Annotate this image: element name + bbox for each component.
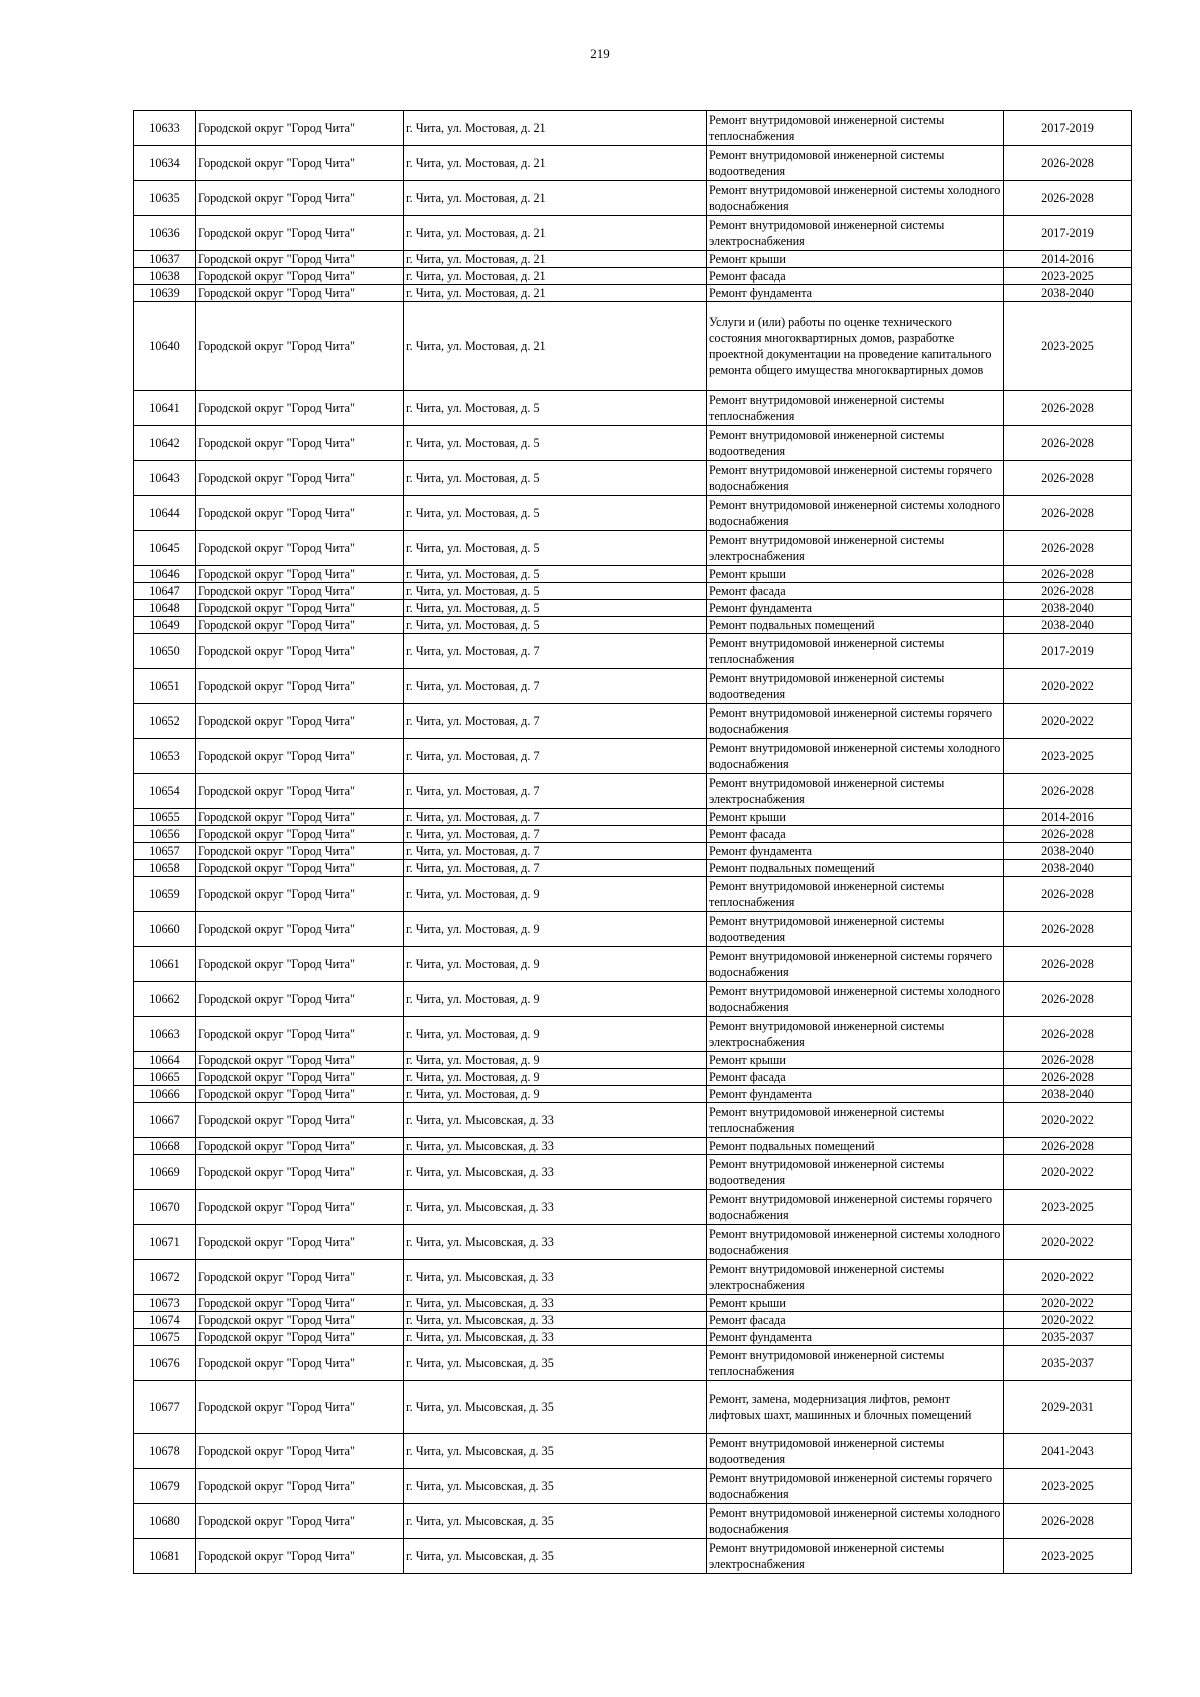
address-cell: г. Чита, ул. Мысовская, д. 33 xyxy=(404,1312,707,1329)
work-type-cell: Ремонт крыши xyxy=(707,566,1004,583)
municipality-cell: Городской округ "Город Чита" xyxy=(196,843,404,860)
address-cell: г. Чита, ул. Мысовская, д. 33 xyxy=(404,1190,707,1225)
row-number-cell: 10675 xyxy=(134,1329,196,1346)
municipality-cell: Городской округ "Город Чита" xyxy=(196,1103,404,1138)
row-number-cell: 10640 xyxy=(134,302,196,391)
work-type-cell: Ремонт фасада xyxy=(707,268,1004,285)
period-cell: 2026-2028 xyxy=(1004,566,1132,583)
municipality-cell: Городской округ "Город Чита" xyxy=(196,1295,404,1312)
row-number-cell: 10651 xyxy=(134,669,196,704)
address-cell: г. Чита, ул. Мостовая, д. 21 xyxy=(404,216,707,251)
municipality-cell: Городской округ "Город Чита" xyxy=(196,982,404,1017)
period-cell: 2026-2028 xyxy=(1004,1017,1132,1052)
table-row xyxy=(134,774,1132,809)
municipality-cell: Городской округ "Город Чита" xyxy=(196,391,404,426)
address-cell: г. Чита, ул. Мысовская, д. 35 xyxy=(404,1346,707,1381)
row-number-cell: 10659 xyxy=(134,877,196,912)
row-number-cell: 10648 xyxy=(134,600,196,617)
work-type-cell: Ремонт фасада xyxy=(707,1069,1004,1086)
row-number-cell: 10646 xyxy=(134,566,196,583)
work-type-cell: Ремонт крыши xyxy=(707,1295,1004,1312)
address-cell: г. Чита, ул. Мостовая, д. 21 xyxy=(404,111,707,146)
table-row xyxy=(134,669,1132,704)
address-cell: г. Чита, ул. Мостовая, д. 21 xyxy=(404,302,707,391)
work-type-cell: Ремонт фундамента xyxy=(707,843,1004,860)
municipality-cell: Городской округ "Город Чита" xyxy=(196,285,404,302)
period-cell: 2035-2037 xyxy=(1004,1346,1132,1381)
table-row xyxy=(134,809,1132,826)
table-row xyxy=(134,1381,1132,1434)
work-type-cell: Ремонт внутридомовой инженерной системы водоотведения xyxy=(707,1155,1004,1190)
row-number-cell: 10657 xyxy=(134,843,196,860)
municipality-cell: Городской округ "Город Чита" xyxy=(196,1260,404,1295)
address-cell: г. Чита, ул. Мостовая, д. 5 xyxy=(404,531,707,566)
row-number-cell: 10668 xyxy=(134,1138,196,1155)
municipality-cell: Городской округ "Город Чита" xyxy=(196,496,404,531)
period-cell: 2038-2040 xyxy=(1004,843,1132,860)
address-cell: г. Чита, ул. Мостовая, д. 7 xyxy=(404,809,707,826)
period-cell: 2026-2028 xyxy=(1004,912,1132,947)
row-number-cell: 10634 xyxy=(134,146,196,181)
period-cell: 2014-2016 xyxy=(1004,809,1132,826)
table-row xyxy=(134,1190,1132,1225)
row-number-cell: 10652 xyxy=(134,704,196,739)
period-cell: 2023-2025 xyxy=(1004,739,1132,774)
address-cell: г. Чита, ул. Мысовская, д. 33 xyxy=(404,1295,707,1312)
municipality-cell: Городской округ "Город Чита" xyxy=(196,1346,404,1381)
municipality-cell: Городской округ "Город Чита" xyxy=(196,181,404,216)
period-cell: 2038-2040 xyxy=(1004,860,1132,877)
row-number-cell: 10643 xyxy=(134,461,196,496)
period-cell: 2026-2028 xyxy=(1004,426,1132,461)
work-type-cell: Ремонт внутридомовой инженерной системы холодного водоснабжения xyxy=(707,496,1004,531)
work-type-cell: Ремонт внутридомовой инженерной системы электроснабжения xyxy=(707,216,1004,251)
table-row xyxy=(134,634,1132,669)
period-cell: 2038-2040 xyxy=(1004,285,1132,302)
row-number-cell: 10677 xyxy=(134,1381,196,1434)
municipality-cell: Городской округ "Город Чита" xyxy=(196,1381,404,1434)
municipality-cell: Городской округ "Город Чита" xyxy=(196,1329,404,1346)
address-cell: г. Чита, ул. Мостовая, д. 21 xyxy=(404,268,707,285)
work-type-cell: Ремонт внутридомовой инженерной системы теплоснабжения xyxy=(707,1103,1004,1138)
municipality-cell: Городской округ "Город Чита" xyxy=(196,268,404,285)
municipality-cell: Городской округ "Город Чита" xyxy=(196,1539,404,1574)
work-type-cell: Ремонт внутридомовой инженерной системы горячего водоснабжения xyxy=(707,704,1004,739)
work-type-cell: Ремонт внутридомовой инженерной системы водоотведения xyxy=(707,912,1004,947)
row-number-cell: 10647 xyxy=(134,583,196,600)
municipality-cell: Городской округ "Город Чита" xyxy=(196,302,404,391)
address-cell: г. Чита, ул. Мостовая, д. 5 xyxy=(404,461,707,496)
municipality-cell: Городской округ "Город Чита" xyxy=(196,877,404,912)
table-row xyxy=(134,285,1132,302)
period-cell: 2020-2022 xyxy=(1004,1225,1132,1260)
work-type-cell: Ремонт фундамента xyxy=(707,1086,1004,1103)
address-cell: г. Чита, ул. Мостовая, д. 7 xyxy=(404,843,707,860)
period-cell: 2020-2022 xyxy=(1004,1155,1132,1190)
table-row xyxy=(134,826,1132,843)
period-cell: 2026-2028 xyxy=(1004,146,1132,181)
work-type-cell: Ремонт крыши xyxy=(707,809,1004,826)
period-cell: 2026-2028 xyxy=(1004,1052,1132,1069)
municipality-cell: Городской округ "Город Чита" xyxy=(196,826,404,843)
work-type-cell: Ремонт внутридомовой инженерной системы водоотведения xyxy=(707,146,1004,181)
table-row xyxy=(134,1103,1132,1138)
address-cell: г. Чита, ул. Мостовая, д. 21 xyxy=(404,181,707,216)
period-cell: 2026-2028 xyxy=(1004,531,1132,566)
municipality-cell: Городской округ "Город Чита" xyxy=(196,739,404,774)
address-cell: г. Чита, ул. Мысовская, д. 35 xyxy=(404,1381,707,1434)
row-number-cell: 10641 xyxy=(134,391,196,426)
address-cell: г. Чита, ул. Мысовская, д. 33 xyxy=(404,1329,707,1346)
address-cell: г. Чита, ул. Мостовая, д. 7 xyxy=(404,739,707,774)
work-type-cell: Ремонт внутридомовой инженерной системы теплоснабжения xyxy=(707,877,1004,912)
table-row xyxy=(134,391,1132,426)
row-number-cell: 10645 xyxy=(134,531,196,566)
row-number-cell: 10636 xyxy=(134,216,196,251)
period-cell: 2023-2025 xyxy=(1004,268,1132,285)
period-cell: 2026-2028 xyxy=(1004,583,1132,600)
municipality-cell: Городской округ "Город Чита" xyxy=(196,704,404,739)
row-number-cell: 10654 xyxy=(134,774,196,809)
row-number-cell: 10661 xyxy=(134,947,196,982)
period-cell: 2026-2028 xyxy=(1004,947,1132,982)
work-type-cell: Ремонт внутридомовой инженерной системы электроснабжения xyxy=(707,1539,1004,1574)
work-type-cell: Ремонт внутридомовой инженерной системы электроснабжения xyxy=(707,1017,1004,1052)
municipality-cell: Городской округ "Город Чита" xyxy=(196,531,404,566)
work-type-cell: Ремонт внутридомовой инженерной системы горячего водоснабжения xyxy=(707,1190,1004,1225)
table-row xyxy=(134,617,1132,634)
table-row xyxy=(134,1138,1132,1155)
period-cell: 2023-2025 xyxy=(1004,302,1132,391)
period-cell: 2026-2028 xyxy=(1004,982,1132,1017)
repair-schedule-table xyxy=(133,110,1132,1574)
table-row xyxy=(134,1155,1132,1190)
work-type-cell: Ремонт внутридомовой инженерной системы горячего водоснабжения xyxy=(707,461,1004,496)
work-type-cell: Ремонт внутридомовой инженерной системы теплоснабжения xyxy=(707,111,1004,146)
address-cell: г. Чита, ул. Мостовая, д. 9 xyxy=(404,877,707,912)
row-number-cell: 10637 xyxy=(134,251,196,268)
row-number-cell: 10638 xyxy=(134,268,196,285)
period-cell: 2023-2025 xyxy=(1004,1469,1132,1504)
municipality-cell: Городской округ "Город Чита" xyxy=(196,634,404,669)
table-row xyxy=(134,947,1132,982)
municipality-cell: Городской округ "Город Чита" xyxy=(196,251,404,268)
table-row xyxy=(134,461,1132,496)
table-row xyxy=(134,1469,1132,1504)
work-type-cell: Ремонт внутридомовой инженерной системы холодного водоснабжения xyxy=(707,1504,1004,1539)
row-number-cell: 10655 xyxy=(134,809,196,826)
table-body xyxy=(134,111,1132,1574)
address-cell: г. Чита, ул. Мостовая, д. 7 xyxy=(404,826,707,843)
table-row xyxy=(134,739,1132,774)
work-type-cell: Ремонт внутридомовой инженерной системы холодного водоснабжения xyxy=(707,1225,1004,1260)
address-cell: г. Чита, ул. Мостовая, д. 5 xyxy=(404,496,707,531)
table-row xyxy=(134,583,1132,600)
address-cell: г. Чита, ул. Мостовая, д. 9 xyxy=(404,982,707,1017)
work-type-cell: Ремонт крыши xyxy=(707,1052,1004,1069)
period-cell: 2026-2028 xyxy=(1004,1504,1132,1539)
period-cell: 2026-2028 xyxy=(1004,391,1132,426)
municipality-cell: Городской округ "Город Чита" xyxy=(196,912,404,947)
period-cell: 2023-2025 xyxy=(1004,1539,1132,1574)
table-row xyxy=(134,1225,1132,1260)
row-number-cell: 10642 xyxy=(134,426,196,461)
address-cell: г. Чита, ул. Мостовая, д. 7 xyxy=(404,704,707,739)
period-cell: 2014-2016 xyxy=(1004,251,1132,268)
row-number-cell: 10666 xyxy=(134,1086,196,1103)
row-number-cell: 10650 xyxy=(134,634,196,669)
municipality-cell: Городской округ "Город Чита" xyxy=(196,1052,404,1069)
address-cell: г. Чита, ул. Мостовая, д. 9 xyxy=(404,1086,707,1103)
municipality-cell: Городской округ "Город Чита" xyxy=(196,1017,404,1052)
address-cell: г. Чита, ул. Мостовая, д. 21 xyxy=(404,146,707,181)
work-type-cell: Ремонт фундамента xyxy=(707,1329,1004,1346)
municipality-cell: Городской округ "Город Чита" xyxy=(196,461,404,496)
work-type-cell: Ремонт внутридомовой инженерной системы холодного водоснабжения xyxy=(707,181,1004,216)
row-number-cell: 10674 xyxy=(134,1312,196,1329)
row-number-cell: 10639 xyxy=(134,285,196,302)
row-number-cell: 10653 xyxy=(134,739,196,774)
municipality-cell: Городской округ "Город Чита" xyxy=(196,1138,404,1155)
period-cell: 2035-2037 xyxy=(1004,1329,1132,1346)
work-type-cell: Ремонт внутридомовой инженерной системы холодного водоснабжения xyxy=(707,739,1004,774)
table-row xyxy=(134,1434,1132,1469)
municipality-cell: Городской округ "Город Чита" xyxy=(196,947,404,982)
table-row xyxy=(134,1017,1132,1052)
work-type-cell: Ремонт внутридомовой инженерной системы холодного водоснабжения xyxy=(707,982,1004,1017)
address-cell: г. Чита, ул. Мысовская, д. 35 xyxy=(404,1504,707,1539)
table-row xyxy=(134,268,1132,285)
table-row xyxy=(134,251,1132,268)
table-row xyxy=(134,1260,1132,1295)
address-cell: г. Чита, ул. Мостовая, д. 7 xyxy=(404,774,707,809)
work-type-cell: Ремонт фасада xyxy=(707,826,1004,843)
period-cell: 2026-2028 xyxy=(1004,774,1132,809)
municipality-cell: Городской округ "Город Чита" xyxy=(196,111,404,146)
work-type-cell: Ремонт, замена, модернизация лифтов, ремонт лифтовых шахт, машинных и блочных помещений xyxy=(707,1381,1004,1434)
period-cell: 2026-2028 xyxy=(1004,826,1132,843)
address-cell: г. Чита, ул. Мостовая, д. 5 xyxy=(404,426,707,461)
period-cell: 2017-2019 xyxy=(1004,216,1132,251)
row-number-cell: 10635 xyxy=(134,181,196,216)
work-type-cell: Ремонт внутридомовой инженерной системы водоотведения xyxy=(707,1434,1004,1469)
address-cell: г. Чита, ул. Мостовая, д. 9 xyxy=(404,912,707,947)
table-row xyxy=(134,302,1132,391)
period-cell: 2026-2028 xyxy=(1004,461,1132,496)
address-cell: г. Чита, ул. Мостовая, д. 7 xyxy=(404,669,707,704)
municipality-cell: Городской округ "Город Чита" xyxy=(196,860,404,877)
period-cell: 2026-2028 xyxy=(1004,181,1132,216)
address-cell: г. Чита, ул. Мостовая, д. 9 xyxy=(404,1069,707,1086)
period-cell: 2029-2031 xyxy=(1004,1381,1132,1434)
work-type-cell: Ремонт подвальных помещений xyxy=(707,617,1004,634)
municipality-cell: Городской округ "Город Чита" xyxy=(196,669,404,704)
row-number-cell: 10676 xyxy=(134,1346,196,1381)
work-type-cell: Ремонт внутридомовой инженерной системы электроснабжения xyxy=(707,531,1004,566)
row-number-cell: 10656 xyxy=(134,826,196,843)
municipality-cell: Городской округ "Город Чита" xyxy=(196,426,404,461)
work-type-cell: Услуги и (или) работы по оценке технического состояния многоквартирных домов, разработке проектной документации на проведение капитального ремонта общего имущества многоквартирных домов xyxy=(707,302,1004,391)
address-cell: г. Чита, ул. Мысовская, д. 33 xyxy=(404,1225,707,1260)
municipality-cell: Городской округ "Город Чита" xyxy=(196,583,404,600)
address-cell: г. Чита, ул. Мостовая, д. 9 xyxy=(404,1017,707,1052)
address-cell: г. Чита, ул. Мысовская, д. 35 xyxy=(404,1539,707,1574)
row-number-cell: 10670 xyxy=(134,1190,196,1225)
address-cell: г. Чита, ул. Мысовская, д. 35 xyxy=(404,1469,707,1504)
address-cell: г. Чита, ул. Мостовая, д. 21 xyxy=(404,251,707,268)
table-row xyxy=(134,1052,1132,1069)
table-row xyxy=(134,566,1132,583)
municipality-cell: Городской округ "Город Чита" xyxy=(196,809,404,826)
work-type-cell: Ремонт внутридомовой инженерной системы водоотведения xyxy=(707,426,1004,461)
work-type-cell: Ремонт фундамента xyxy=(707,600,1004,617)
address-cell: г. Чита, ул. Мостовая, д. 5 xyxy=(404,583,707,600)
row-number-cell: 10681 xyxy=(134,1539,196,1574)
row-number-cell: 10644 xyxy=(134,496,196,531)
table-row xyxy=(134,426,1132,461)
row-number-cell: 10658 xyxy=(134,860,196,877)
table-row xyxy=(134,1329,1132,1346)
row-number-cell: 10671 xyxy=(134,1225,196,1260)
period-cell: 2020-2022 xyxy=(1004,669,1132,704)
address-cell: г. Чита, ул. Мысовская, д. 33 xyxy=(404,1260,707,1295)
address-cell: г. Чита, ул. Мостовая, д. 5 xyxy=(404,600,707,617)
table-row xyxy=(134,600,1132,617)
work-type-cell: Ремонт внутридомовой инженерной системы горячего водоснабжения xyxy=(707,947,1004,982)
municipality-cell: Городской округ "Город Чита" xyxy=(196,216,404,251)
address-cell: г. Чита, ул. Мысовская, д. 33 xyxy=(404,1155,707,1190)
address-cell: г. Чита, ул. Мысовская, д. 33 xyxy=(404,1103,707,1138)
municipality-cell: Городской округ "Город Чита" xyxy=(196,1434,404,1469)
address-cell: г. Чита, ул. Мостовая, д. 5 xyxy=(404,391,707,426)
period-cell: 2020-2022 xyxy=(1004,704,1132,739)
table-row xyxy=(134,843,1132,860)
address-cell: г. Чита, ул. Мысовская, д. 35 xyxy=(404,1434,707,1469)
table-row xyxy=(134,181,1132,216)
municipality-cell: Городской округ "Город Чита" xyxy=(196,1086,404,1103)
period-cell: 2041-2043 xyxy=(1004,1434,1132,1469)
period-cell: 2017-2019 xyxy=(1004,111,1132,146)
table-row xyxy=(134,1295,1132,1312)
work-type-cell: Ремонт фасада xyxy=(707,583,1004,600)
row-number-cell: 10664 xyxy=(134,1052,196,1069)
table-row xyxy=(134,1312,1132,1329)
municipality-cell: Городской округ "Город Чита" xyxy=(196,617,404,634)
row-number-cell: 10660 xyxy=(134,912,196,947)
row-number-cell: 10669 xyxy=(134,1155,196,1190)
address-cell: г. Чита, ул. Мостовая, д. 7 xyxy=(404,634,707,669)
municipality-cell: Городской округ "Город Чита" xyxy=(196,1469,404,1504)
table-row xyxy=(134,704,1132,739)
period-cell: 2020-2022 xyxy=(1004,1312,1132,1329)
period-cell: 2023-2025 xyxy=(1004,1190,1132,1225)
row-number-cell: 10649 xyxy=(134,617,196,634)
work-type-cell: Ремонт внутридомовой инженерной системы электроснабжения xyxy=(707,1260,1004,1295)
work-type-cell: Ремонт внутридомовой инженерной системы горячего водоснабжения xyxy=(707,1469,1004,1504)
address-cell: г. Чита, ул. Мысовская, д. 33 xyxy=(404,1138,707,1155)
municipality-cell: Городской округ "Город Чита" xyxy=(196,774,404,809)
table-row xyxy=(134,216,1132,251)
table-row xyxy=(134,1086,1132,1103)
table-row xyxy=(134,912,1132,947)
table-row xyxy=(134,1346,1132,1381)
period-cell: 2020-2022 xyxy=(1004,1260,1132,1295)
row-number-cell: 10680 xyxy=(134,1504,196,1539)
row-number-cell: 10679 xyxy=(134,1469,196,1504)
row-number-cell: 10665 xyxy=(134,1069,196,1086)
work-type-cell: Ремонт внутридомовой инженерной системы водоотведения xyxy=(707,669,1004,704)
table-row xyxy=(134,1069,1132,1086)
municipality-cell: Городской округ "Город Чита" xyxy=(196,1312,404,1329)
table-row xyxy=(134,1504,1132,1539)
row-number-cell: 10678 xyxy=(134,1434,196,1469)
address-cell: г. Чита, ул. Мостовая, д. 9 xyxy=(404,1052,707,1069)
address-cell: г. Чита, ул. Мостовая, д. 5 xyxy=(404,566,707,583)
municipality-cell: Городской округ "Город Чита" xyxy=(196,600,404,617)
table-row xyxy=(134,146,1132,181)
municipality-cell: Городской округ "Город Чита" xyxy=(196,1155,404,1190)
period-cell: 2026-2028 xyxy=(1004,1138,1132,1155)
period-cell: 2026-2028 xyxy=(1004,877,1132,912)
work-type-cell: Ремонт внутридомовой инженерной системы теплоснабжения xyxy=(707,1346,1004,1381)
row-number-cell: 10673 xyxy=(134,1295,196,1312)
address-cell: г. Чита, ул. Мостовая, д. 21 xyxy=(404,285,707,302)
work-type-cell: Ремонт фундамента xyxy=(707,285,1004,302)
period-cell: 2020-2022 xyxy=(1004,1103,1132,1138)
address-cell: г. Чита, ул. Мостовая, д. 7 xyxy=(404,860,707,877)
period-cell: 2038-2040 xyxy=(1004,1086,1132,1103)
table-row xyxy=(134,1539,1132,1574)
work-type-cell: Ремонт фасада xyxy=(707,1312,1004,1329)
work-type-cell: Ремонт внутридомовой инженерной системы теплоснабжения xyxy=(707,634,1004,669)
table-row xyxy=(134,860,1132,877)
period-cell: 2017-2019 xyxy=(1004,634,1132,669)
work-type-cell: Ремонт внутридомовой инженерной системы теплоснабжения xyxy=(707,391,1004,426)
municipality-cell: Городской округ "Город Чита" xyxy=(196,1069,404,1086)
table-row xyxy=(134,531,1132,566)
address-cell: г. Чита, ул. Мостовая, д. 5 xyxy=(404,617,707,634)
municipality-cell: Городской округ "Город Чита" xyxy=(196,1225,404,1260)
row-number-cell: 10662 xyxy=(134,982,196,1017)
table-row xyxy=(134,496,1132,531)
address-cell: г. Чита, ул. Мостовая, д. 9 xyxy=(404,947,707,982)
work-type-cell: Ремонт внутридомовой инженерной системы электроснабжения xyxy=(707,774,1004,809)
work-type-cell: Ремонт подвальных помещений xyxy=(707,1138,1004,1155)
row-number-cell: 10633 xyxy=(134,111,196,146)
period-cell: 2026-2028 xyxy=(1004,1069,1132,1086)
work-type-cell: Ремонт крыши xyxy=(707,251,1004,268)
table-row xyxy=(134,877,1132,912)
municipality-cell: Городской округ "Город Чита" xyxy=(196,1504,404,1539)
period-cell: 2038-2040 xyxy=(1004,617,1132,634)
municipality-cell: Городской округ "Город Чита" xyxy=(196,1190,404,1225)
row-number-cell: 10663 xyxy=(134,1017,196,1052)
period-cell: 2026-2028 xyxy=(1004,496,1132,531)
municipality-cell: Городской округ "Город Чита" xyxy=(196,566,404,583)
period-cell: 2020-2022 xyxy=(1004,1295,1132,1312)
work-type-cell: Ремонт подвальных помещений xyxy=(707,860,1004,877)
row-number-cell: 10667 xyxy=(134,1103,196,1138)
page-number: 219 xyxy=(590,46,610,61)
table-row xyxy=(134,982,1132,1017)
municipality-cell: Городской округ "Город Чита" xyxy=(196,146,404,181)
row-number-cell: 10672 xyxy=(134,1260,196,1295)
table-row xyxy=(134,111,1132,146)
period-cell: 2038-2040 xyxy=(1004,600,1132,617)
